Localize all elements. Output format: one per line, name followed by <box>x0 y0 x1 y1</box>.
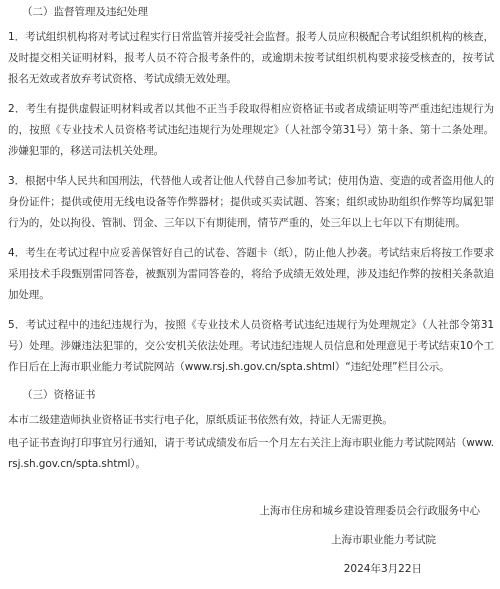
paragraph-item-2: 2．考生有提供虚假证明材料或者以其他不正当手段取得相应资格证书或者成绩证明等严重违纪违规行为的，按照《专业技术人员资格考试违纪违规行为处理规定》（人社部令第31号）第十条、第十二条处理。涉嫌犯罪的，移送司法机关处理。 <box>8 103 494 157</box>
paragraph-item-4: 4．考生在考试过程中应妥善保管好自己的试卷、答题卡（纸），防止他人抄袭。考试结束后将按工作要求采用技术手段甄别雷同答卷，被甄别为雷同答卷的，将给予成绩无效处理，涉及违纪作弊的按相关条款追加处理。 <box>8 247 494 301</box>
paragraph-certificate-electronic: 本市二级建造师执业资格证书实行电子化，原纸质证书依然有效，持证人无需更换。 <box>8 414 393 426</box>
signature-org-construction: 上海市住房和城乡建设管理委员会行政服务中心 <box>259 505 480 517</box>
section-heading-certificate: （三）资格证书 <box>22 389 96 401</box>
paragraph-item-5: 5．考试过程中的违纪违规行为，按照《专业技术人员资格考试违纪违规行为处理规定》（人社部令第31号）处理。涉嫌违法犯罪的，交公安机关依法处理。考试违纪违规人员信息和处理意见于考试结束10个工作日后在上海市职业能力考试院网站（www.rsj.sh.gov.cn/spta.shtml）“违纪处理”栏目公示。 <box>8 319 494 373</box>
paragraph-certificate-query: 电子证书查询打印事宜另行通知，请于考试成绩发布后一个月左右关注上海市职业能力考试院网站（www.rsj.sh.gov.cn/spta.shtml）。 <box>8 437 494 470</box>
section-heading-supervision: （二）监督管理及违纪处理 <box>22 6 148 18</box>
signature-date: 2024年3月22日 <box>343 563 422 575</box>
paragraph-item-3: 3．根据中华人民共和国刑法，代替他人或者让他人代替自己参加考试；使用伪造、变造的或者盗用他人的身份证件；提供或使用无线电设备等作弊器材；提供或买卖试题、答案；组织或协助组织作弊等均属犯罪行为的，处以拘役、管制、罚金、三年以下有期徒刑，情节严重的，处三年以上七年以下有期徒刑。 <box>8 175 494 229</box>
signature-org-exam-institute: 上海市职业能力考试院 <box>331 534 436 546</box>
paragraph-item-1: 1．考试组织机构将对考试过程实行日常监管并接受社会监督。报考人员应积极配合考试组织机构的核查，及时提交相关证明材料，报考人员不符合报考条件的，或逾期未按考试组织机构要求接受核查的，按考试报名无效或者放弃考试资格、考试成绩无效处理。 <box>8 31 494 85</box>
